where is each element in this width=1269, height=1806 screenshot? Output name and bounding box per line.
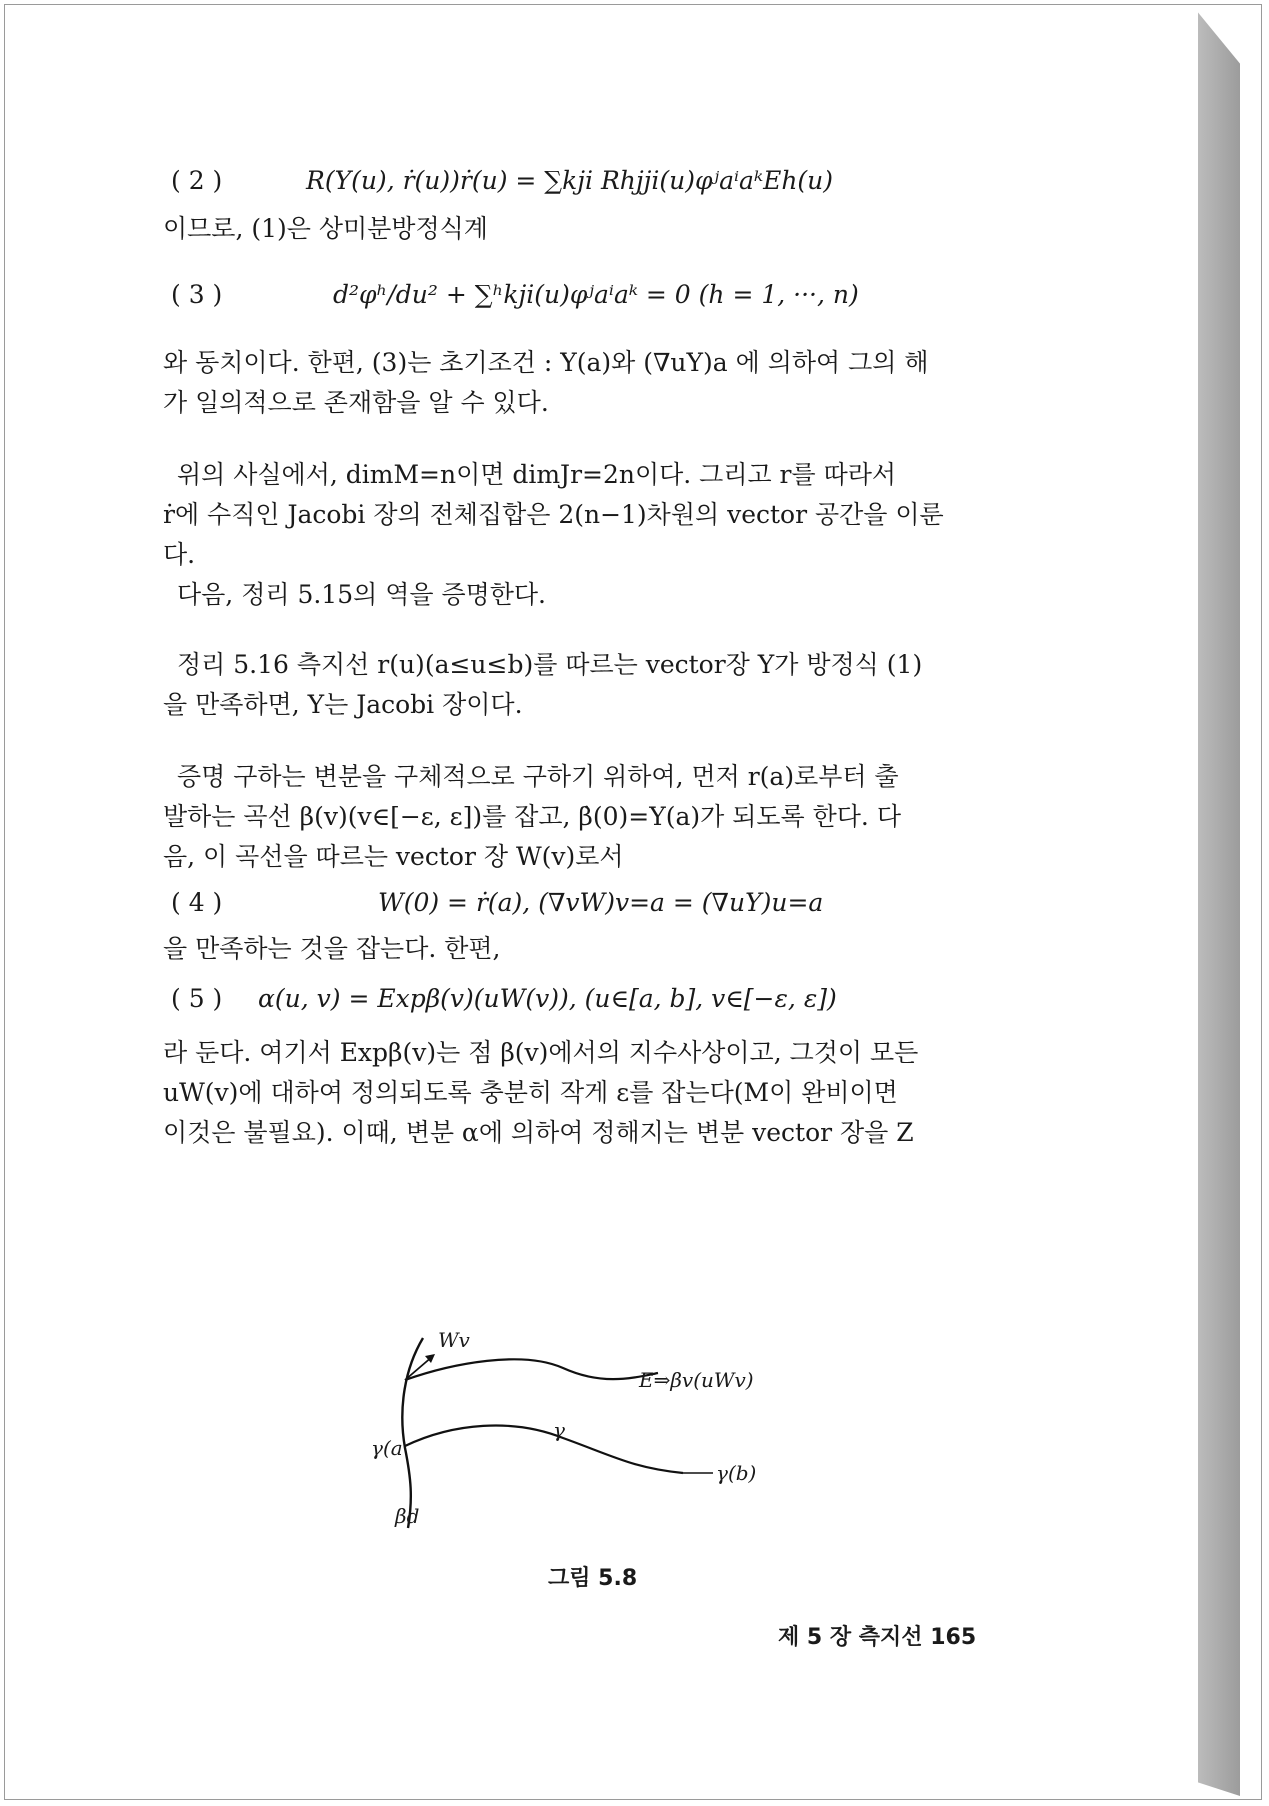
book-page — [8, 8, 1198, 1796]
variation-diagram — [393, 1328, 773, 1533]
text-line-3: 가 일의적으로 존재함을 알 수 있다. — [163, 388, 549, 417]
text-line-14: 라 둔다. 여기서 Expβ(v)는 점 β(v)에서의 지수사상이고, 그것이 모든 — [163, 1038, 919, 1067]
theorem-statement-line-2: 을 만족하면, Y는 Jacobi 장이다. — [163, 690, 523, 719]
label-exp: E⇒βv(uWv) — [639, 1368, 754, 1392]
theorem-statement-line-1: 정리 5.16 측지선 r(u)(a≤u≤b)를 따르는 vector장 Y가 방정식 (1) — [177, 650, 923, 679]
equation-5: α(u, v) = Expβ(v)(uW(v)), (u∈[a, b], v∈[−ε, ε]) — [258, 984, 837, 1013]
text-line-15: uW(v)에 대하여 정의되도록 충분히 작게 ε를 잡는다(M이 완비이면 — [163, 1078, 898, 1107]
proof-line-3: 음, 이 곡선을 따르는 vector 장 W(v)로서 — [163, 842, 624, 871]
figure-5-8 — [371, 1328, 773, 1533]
page-footer: 제 5 장 측지선 165 — [778, 1625, 977, 1650]
equation-number-3: ( 3 ) — [171, 280, 223, 309]
text-line-5: ṙ에 수직인 Jacobi 장의 전체집합은 2(n−1)차원의 vector 공간을 이룬 — [163, 500, 944, 529]
equation-number-4: ( 4 ) — [171, 888, 223, 917]
label-gamma-a: γ(a — [371, 1436, 403, 1460]
label-gamma-b: γ(b) — [716, 1461, 757, 1485]
label-wv: Wv — [438, 1328, 470, 1352]
geodesic-gamma — [405, 1426, 683, 1473]
label-gamma: γ — [553, 1418, 565, 1442]
text-line-1: 이므로, (1)은 상미분방정식계 — [163, 214, 488, 243]
text-line-7: 다음, 정리 5.15의 역을 증명한다. — [177, 580, 546, 609]
equation-number-2: ( 2 ) — [171, 166, 223, 195]
equation-4: W(0) = ṙ(a), (∇vW)v=a = (∇uY)u=a — [378, 888, 824, 917]
figure-caption: 그림 5.8 — [548, 1566, 638, 1591]
text-line-16: 이것은 불필요). 이때, 변분 α에 의하여 정해지는 변분 vector 장을 Z — [163, 1118, 914, 1147]
text-line-4: 위의 사실에서, dimM=n이면 dimJr=2n이다. 그리고 r를 따라서 — [177, 460, 897, 489]
text-line-2: 와 동치이다. 한편, (3)는 초기조건 : Y(a)와 (∇uY)a 에 의하여 그의 해 — [163, 348, 929, 377]
equation-3: d²φʰ/du² + ∑ʰkji(u)φʲaⁱaᵏ = 0 (h = 1, ···, n) — [333, 280, 859, 309]
text-line-6: 다. — [163, 540, 196, 569]
curve-exp-uwv — [405, 1359, 658, 1380]
text-line-13: 을 만족하는 것을 잡는다. 한편, — [163, 934, 501, 963]
equation-2: R(Y(u), ṙ(u))ṙ(u) = ∑kji Rhjji(u)φʲaⁱaᵏEh(u) — [306, 166, 834, 195]
proof-line-2: 발하는 곡선 β(v)(v∈[−ε, ε])를 잡고, β̇(0)=Y(a)가 되도록 한다. 다 — [163, 802, 901, 831]
label-beta: βd — [395, 1504, 420, 1528]
equation-number-5: ( 5 ) — [171, 984, 223, 1013]
proof-line-1: 증명 구하는 변분을 구체적으로 구하기 위하여, 먼저 r(a)로부터 출 — [177, 762, 899, 791]
